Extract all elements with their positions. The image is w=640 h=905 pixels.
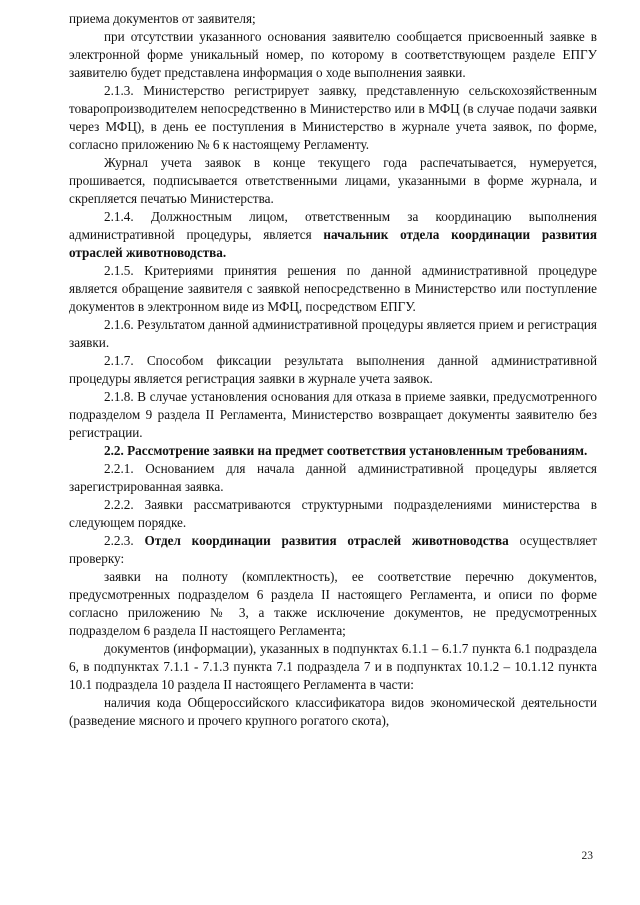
document-body (69, 10, 597, 730)
paragraph-journal: Журнал учета заявок в конце текущего года распечатывается, нумеруется, прошивается, подписывается ответственными лицами, указанными в форме журнала, и скрепляется печатью Министерства. (69, 155, 597, 206)
section-heading-2-2: 2.2. Рассмотрение заявки на предмет соответствия установленным требованиям. (104, 443, 588, 458)
paragraph-2-1-5: 2.1.5. Критериями принятия решения по данной административной процедуре является обращение заявителя с заявкой непосредственно в Министерство или поступление документов в электронном виде из МФЦ, посредством ЕПГУ. (69, 263, 597, 314)
paragraph-2-2-3-suffix: осуществляет проверку: (69, 533, 598, 566)
paragraph-2-1-8: 2.1.8. В случае установления основания для отказа в приеме заявки, предусмотренного подразделом 9 раздела II Регламента, Министерство возвращает документы заявителю без регистрации. (69, 389, 597, 440)
paragraph-documents: документов (информации), указанных в подпунктах 6.1.1 – 6.1.7 пункта 6.1 подраздела 6, в подпунктах 7.1.1 - 7.1.3 пункта 7.1 подраздела 7 и в подпунктах 10.1.2 – 10.1.12 пункта 10.1 подраздела 10 раздела II настоящего Регламента в части: (69, 641, 597, 692)
paragraph-2-2-1: 2.2.1. Основанием для начала данной административной процедуры является зарегистрированная заявка. (69, 461, 597, 494)
paragraph-okved: наличия кода Общероссийского классификатора видов экономической деятельности (разведение мясного и прочего крупного рогатого скота), (69, 695, 597, 728)
paragraph-2-2-3-prefix: 2.2.3. (104, 533, 145, 548)
paragraph-2: при отсутствии указанного основания заявителю сообщается присвоенный заявке в электронной форме уникальный номер, по которому в соответствующем разделе ЕПГУ заявителю будет представлена информация о ходе выполнения заявки. (69, 29, 597, 80)
paragraph-1: приема документов от заявителя; (69, 11, 256, 26)
paragraph-2-1-7: 2.1.7. Способом фиксации результата выполнения данной административной процедуры является регистрация заявки в журнале учета заявок. (69, 353, 597, 386)
paragraph-2-1-4 (69, 208, 597, 262)
paragraph-2-1-4-text: 2.1.4. Должностным лицом, ответственным за координацию выполнения административной процедуры, является (69, 209, 597, 242)
page-number: 23 (581, 850, 593, 862)
paragraph-2-1-3: 2.1.3. Министерство регистрирует заявку, представленную сельскохозяйственным товаропроизводителем непосредственно в Министерство или в МФЦ (в случае подачи заявки через МФЦ), в день ее поступления в Министерство в журнале учета заявок, по форме, согласно приложению № 6 к настоящему Регламенту. (69, 83, 597, 152)
paragraph-completeness: заявки на полноту (комплектность), ее соответствие перечню документов, предусмотренных подразделом 6 раздела II настоящего Регламента, и описи по форме согласно приложению № 3, а также исключение документов, не предусмотренных подразделом 6 раздела II настоящего Регламента; (69, 569, 597, 638)
paragraph-2-1-4-bold: начальник отдела координации развития отраслей животноводства. (69, 227, 597, 260)
paragraph-2-2-3 (69, 532, 597, 568)
paragraph-2-2-2: 2.2.2. Заявки рассматриваются структурными подразделениями министерства в следующем порядке. (69, 497, 597, 530)
paragraph-2-1-6: 2.1.6. Результатом данной административной процедуры является прием и регистрация заявки. (69, 317, 597, 350)
paragraph-2-2-3-bold: Отдел координации развития отраслей животноводства (144, 533, 509, 548)
